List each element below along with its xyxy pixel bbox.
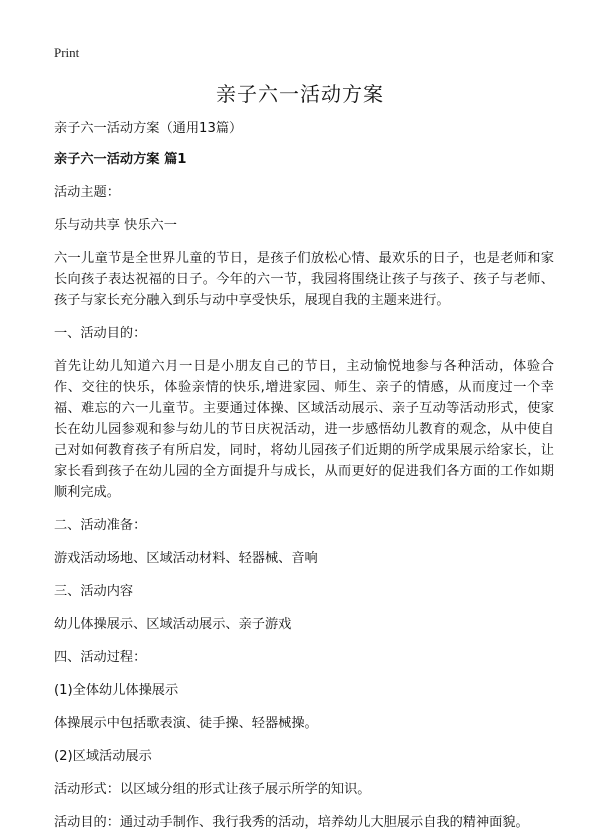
prep-text: 游戏活动场地、区域活动材料、轻器械、音响 (54, 551, 318, 566)
page-title: 亲子六一活动方案 (216, 82, 384, 106)
section-heading: 亲子六一活动方案 篇1 (54, 152, 187, 167)
intro-paragraph: 六一儿童节是全世界儿童的节日，是孩子们放松心情、最欢乐的日子，也是老师和家长向孩子表达祝福的日子。今年的六一节，我园将围绕让孩子与孩子、孩子与老师、孩子与家长充分融入到乐与动中享受快乐，展现自我的主题来进行。 (54, 251, 554, 308)
purpose-paragraph: 首先让幼儿知道六月一日是小朋友自己的节日，主动愉悦地参与各种活动，体验合作、交往的快乐，体验亲情的快乐,增进家园、师生、亲子的情感，从而度过一个幸福、难忘的六一儿童节。主要通过体操、区域活动展示、亲子互动等活动形式，使家长在幼儿园参观和参与幼儿的节日庆祝活动，进一步感悟幼儿教育的观念，从中使自己对如何教育孩子有所启发，同时，将幼儿园孩子们近期的所学成果展示给家长，让家长看到孩子在幼儿园的全方面提升与成长，从而更好的促进我们各方面的工作如期顺利完成。 (54, 359, 554, 500)
step2-heading: (2)区域活动展示 (54, 749, 152, 764)
step1-text: 体操展示中包括歌表演、徒手操、轻器械操。 (54, 716, 318, 731)
step2-form: 活动形式：以区域分组的形式让孩子展示所学的知识。 (54, 782, 371, 797)
document-body (54, 118, 554, 833)
prep-heading: 二、活动准备： (54, 518, 147, 533)
theme-label: 活动主题： (54, 185, 120, 200)
theme-value: 乐与动共享 快乐六一 (54, 218, 177, 233)
step2-goal: 活动目的：通过动手制作、我行我秀的活动，培养幼儿大胆展示自我的精神面貌。 (54, 815, 529, 830)
content-text: 幼儿体操展示、区域活动展示、亲子游戏 (54, 617, 292, 632)
content-heading: 三、活动内容 (54, 584, 134, 599)
process-heading: 四、活动过程： (54, 650, 147, 665)
purpose-heading: 一、活动目的： (54, 326, 147, 341)
step1-heading: (1)全体幼儿体操展示 (54, 683, 179, 698)
print-link[interactable]: Print (54, 45, 80, 60)
document-subtitle: 亲子六一活动方案（通用13篇） (54, 121, 243, 136)
